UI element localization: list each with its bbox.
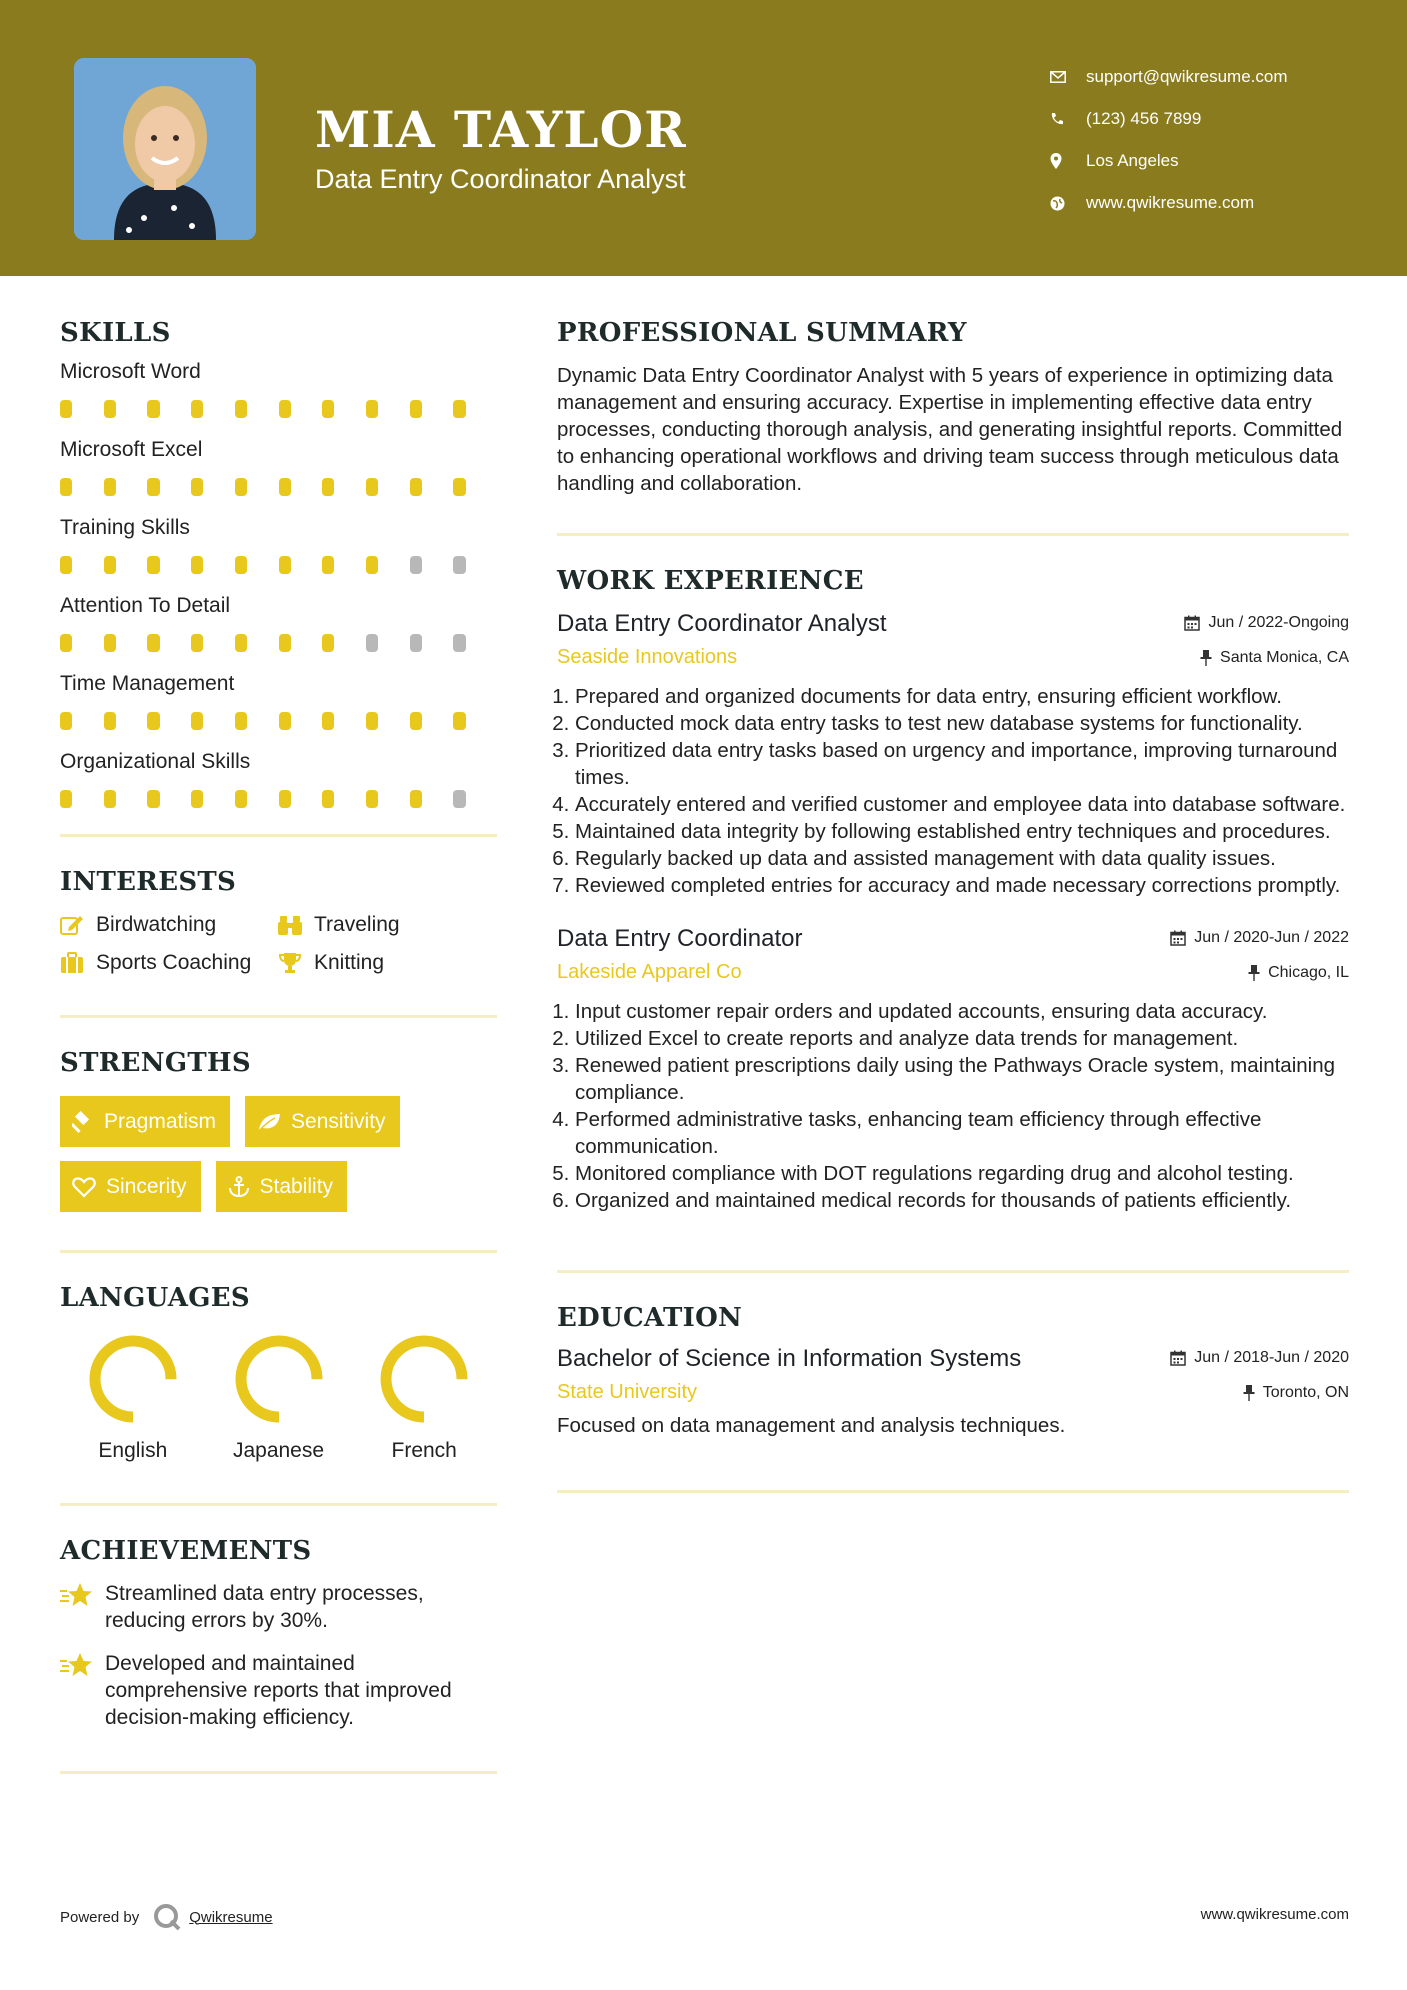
- language-label: French: [391, 1439, 457, 1462]
- interest-item: [60, 913, 278, 937]
- divider: [557, 533, 1349, 536]
- achievements-heading: ACHIEVEMENTS: [60, 1536, 312, 1566]
- skill-item: [60, 434, 497, 508]
- achievement-text: Developed and maintained comprehensive reports that improved decision-making efficiency.: [105, 1652, 452, 1729]
- contact-phone-text: (123) 456 7899: [1086, 109, 1202, 128]
- interest-label: Sports Coaching: [96, 951, 252, 974]
- heart-icon: [72, 1176, 96, 1198]
- strength-label: Stability: [259, 1174, 334, 1198]
- job-date: [1184, 614, 1349, 632]
- company-name: Lakeside Apparel Co: [557, 961, 742, 983]
- rating-dot-filled: [147, 712, 159, 730]
- interest-label: Knitting: [314, 951, 385, 974]
- skill-rating: [60, 388, 497, 430]
- contact-email-text: support@qwikresume.com: [1086, 67, 1288, 86]
- rating-dot-filled: [322, 400, 334, 418]
- left-column: [60, 318, 497, 1774]
- rating-dot-filled: [60, 790, 72, 808]
- rating-dot-filled: [410, 478, 422, 496]
- language-level-gauge: [378, 1333, 470, 1425]
- skill-item: [60, 512, 497, 586]
- pushpin-icon: [1248, 965, 1260, 981]
- contact-list: [1050, 56, 1288, 224]
- duty-item: 6. Regularly backed up data and assisted management with data quality issues.: [575, 845, 1349, 872]
- contact-phone[interactable]: [1050, 98, 1288, 140]
- summary-text: Dynamic Data Entry Coordinator Analyst with 5 years of experience in optimizing data management and ensuring accuracy. Expertise in implementing effective data entry processes, conducting thorough analysis, and generating insightful reports. Committed to enhancing operational workflows and driving team success through meticulous data handling and collaboration.: [557, 364, 1343, 495]
- skill-name: Microsoft Word: [60, 360, 201, 383]
- strength-label: Sincerity: [106, 1174, 187, 1198]
- education-location: [1243, 1384, 1349, 1402]
- rating-dot-filled: [279, 400, 291, 418]
- divider: [60, 1250, 497, 1253]
- skill-rating: [60, 544, 497, 586]
- contact-location-text: Los Angeles: [1086, 151, 1179, 170]
- rating-dot-filled: [235, 712, 247, 730]
- divider: [557, 1270, 1349, 1273]
- languages-heading: LANGUAGES: [60, 1283, 250, 1313]
- skill-item: [60, 590, 497, 664]
- rating-dot-filled: [279, 790, 291, 808]
- school-name: State University: [557, 1381, 698, 1403]
- rating-dot-filled: [191, 478, 203, 496]
- rating-dot-filled: [104, 712, 116, 730]
- right-column: [557, 318, 1349, 1493]
- calendar-icon: [1184, 615, 1200, 631]
- duty-item: 6. Organized and maintained medical records for thousands of patients efficiently.: [575, 1187, 1349, 1214]
- rating-dot-filled: [147, 556, 159, 574]
- strength-tag: [60, 1096, 230, 1147]
- rating-dot-filled: [191, 712, 203, 730]
- rating-dot-empty: [410, 556, 422, 574]
- skills-list: [60, 356, 497, 820]
- language-level-gauge: [233, 1333, 325, 1425]
- degree-title: Bachelor of Science in Information Systems: [557, 1345, 1022, 1372]
- education-location-text: Toronto, ON: [1262, 1383, 1349, 1401]
- resume-header: [0, 0, 1407, 276]
- interest-label: Traveling: [314, 913, 400, 936]
- strength-label: Pragmatism: [104, 1109, 217, 1133]
- job-date: [1170, 929, 1349, 947]
- rating-dot-filled: [279, 478, 291, 496]
- rating-dot-filled: [366, 478, 378, 496]
- powered-by-text: Powered by: [60, 1908, 140, 1926]
- rating-dot-filled: [235, 556, 247, 574]
- interest-item: [278, 913, 478, 937]
- education-heading: EDUCATION: [557, 1303, 743, 1333]
- rating-dot-filled: [191, 556, 203, 574]
- strength-tag: [245, 1096, 400, 1147]
- achievements-list: [60, 1580, 497, 1731]
- rating-dot-empty: [453, 634, 465, 652]
- rating-dot-filled: [453, 712, 465, 730]
- edit-icon: [60, 914, 96, 936]
- rating-dot-filled: [322, 790, 334, 808]
- skill-item: [60, 356, 497, 430]
- interests-list: [60, 913, 497, 975]
- star-icon: [60, 1650, 105, 1731]
- strength-label: Sensitivity: [291, 1109, 386, 1133]
- pushpin-icon: [1243, 1385, 1255, 1401]
- rating-dot-filled: [235, 478, 247, 496]
- skill-item: [60, 746, 497, 820]
- divider: [60, 834, 497, 837]
- skill-rating: [60, 466, 497, 508]
- rating-dot-filled: [453, 400, 465, 418]
- duty-item: 1. Input customer repair orders and updated accounts, ensuring data accuracy.: [575, 998, 1349, 1025]
- interests-heading: INTERESTS: [60, 867, 237, 897]
- skill-rating: [60, 778, 497, 820]
- language-level-arc: [95, 1341, 171, 1417]
- language-item: [206, 1333, 352, 1463]
- duty-item: 1. Prepared and organized documents for data entry, ensuring efficient workflow.: [575, 683, 1349, 710]
- education-date-text: Jun / 2018-Jun / 2020: [1194, 1349, 1349, 1366]
- skill-rating: [60, 700, 497, 742]
- skill-item: [60, 668, 497, 742]
- rating-dot-filled: [322, 478, 334, 496]
- rating-dot-filled: [60, 478, 72, 496]
- rating-dot-filled: [147, 400, 159, 418]
- rating-dot-filled: [410, 712, 422, 730]
- globe-icon: [1050, 196, 1086, 211]
- rating-dot-filled: [366, 400, 378, 418]
- divider: [557, 1490, 1349, 1493]
- envelope-icon: [1050, 71, 1086, 83]
- languages-list: [60, 1333, 497, 1463]
- rating-dot-filled: [322, 712, 334, 730]
- rating-dot-filled: [322, 634, 334, 652]
- summary-heading: PROFESSIONAL SUMMARY: [557, 318, 967, 348]
- divider: [60, 1503, 497, 1506]
- language-item: [351, 1333, 497, 1463]
- job-location: [1200, 649, 1349, 667]
- footer-url[interactable]: www.qwikresume.com: [1200, 1906, 1349, 1923]
- job-location-text: Santa Monica, CA: [1220, 648, 1349, 666]
- rating-dot-filled: [279, 556, 291, 574]
- contact-location: [1050, 140, 1288, 182]
- rating-dot-filled: [104, 478, 116, 496]
- language-level-arc: [241, 1341, 317, 1417]
- rating-dot-filled: [453, 478, 465, 496]
- rating-dot-filled: [235, 634, 247, 652]
- qwikresume-link[interactable]: Qwikresume: [189, 1908, 273, 1926]
- candidate-title: Data Entry Coordinator Analyst: [315, 164, 686, 194]
- job-title: Data Entry Coordinator: [557, 925, 803, 952]
- rating-dot-filled: [279, 634, 291, 652]
- achievement-item: [60, 1580, 497, 1634]
- duty-item: 4. Performed administrative tasks, enhancing team efficiency through effective communication.: [575, 1106, 1349, 1160]
- rating-dot-filled: [366, 556, 378, 574]
- job-date-text: Jun / 2022-Ongoing: [1208, 614, 1349, 631]
- map-pin-icon: [1050, 153, 1086, 169]
- language-label: English: [98, 1439, 168, 1462]
- duties-list: [557, 998, 1349, 1214]
- interest-label: Birdwatching: [96, 913, 217, 936]
- rating-dot-filled: [191, 790, 203, 808]
- rating-dot-empty: [366, 634, 378, 652]
- divider: [60, 1015, 497, 1018]
- rating-dot-filled: [104, 556, 116, 574]
- strengths-heading: STRENGTHS: [60, 1048, 251, 1078]
- duty-item: 5. Monitored compliance with DOT regulations regarding drug and alcohol testing.: [575, 1160, 1349, 1187]
- duties-list: [557, 683, 1349, 899]
- skill-name: Organizational Skills: [60, 750, 251, 773]
- duty-item: 3. Renewed patient prescriptions daily using the Pathways Oracle system, maintaining compliance.: [575, 1052, 1349, 1106]
- skill-name: Attention To Detail: [60, 594, 231, 617]
- skill-name: Training Skills: [60, 516, 190, 539]
- education-date: [1170, 1349, 1349, 1367]
- strengths-list: [60, 1096, 460, 1212]
- rating-dot-filled: [60, 556, 72, 574]
- company-name: Seaside Innovations: [557, 646, 738, 668]
- rating-dot-filled: [322, 556, 334, 574]
- contact-website-text: www.qwikresume.com: [1086, 193, 1255, 212]
- candidate-name: MIA TAYLOR: [315, 100, 687, 159]
- calendar-icon: [1170, 1350, 1186, 1366]
- skill-rating: [60, 622, 497, 664]
- language-label: Japanese: [232, 1439, 325, 1462]
- anchor-icon: [228, 1176, 250, 1198]
- language-item: [60, 1333, 206, 1463]
- duty-item: 3. Prioritized data entry tasks based on urgency and importance, improving turnaround times.: [575, 737, 1349, 791]
- rating-dot-filled: [60, 634, 72, 652]
- binoculars-icon: [278, 914, 314, 936]
- contact-email[interactable]: [1050, 56, 1288, 98]
- duty-item: 2. Utilized Excel to create reports and analyze data trends for management.: [575, 1025, 1349, 1052]
- job-entry: [557, 925, 1349, 1214]
- rating-dot-filled: [104, 400, 116, 418]
- rating-dot-filled: [410, 790, 422, 808]
- gavel-icon: [72, 1111, 94, 1133]
- strength-tag: [60, 1161, 201, 1212]
- rating-dot-filled: [279, 712, 291, 730]
- rating-dot-empty: [453, 790, 465, 808]
- rating-dot-filled: [191, 634, 203, 652]
- experience-heading: WORK EXPERIENCE: [557, 566, 864, 596]
- rating-dot-filled: [235, 790, 247, 808]
- duty-item: 2. Conducted mock data entry tasks to test new database systems for functionality.: [575, 710, 1349, 737]
- duty-item: 7. Reviewed completed entries for accuracy and made necessary corrections promptly.: [575, 872, 1349, 899]
- job-location: [1248, 964, 1349, 982]
- strength-tag: [216, 1161, 348, 1212]
- achievement-text: Streamlined data entry processes, reducing errors by 30%.: [105, 1582, 424, 1632]
- job-entry: [557, 610, 1349, 899]
- rating-dot-filled: [147, 478, 159, 496]
- skills-heading: SKILLS: [60, 318, 171, 348]
- trophy-icon: [278, 952, 314, 974]
- rating-dot-filled: [366, 790, 378, 808]
- language-level-arc: [386, 1341, 462, 1417]
- rating-dot-filled: [104, 634, 116, 652]
- briefcase-icon: [60, 952, 96, 974]
- rating-dot-filled: [147, 634, 159, 652]
- footer-powered-by: [60, 1903, 273, 1931]
- leaf-icon: [257, 1112, 281, 1132]
- rating-dot-empty: [453, 556, 465, 574]
- phone-icon: [1050, 112, 1086, 126]
- star-icon: [60, 1580, 105, 1634]
- job-location-text: Chicago, IL: [1268, 963, 1349, 981]
- rating-dot-filled: [60, 400, 72, 418]
- achievement-item: [60, 1650, 497, 1731]
- rating-dot-filled: [60, 712, 72, 730]
- skill-name: Microsoft Excel: [60, 438, 203, 461]
- profile-photo: [74, 58, 256, 240]
- pushpin-icon: [1200, 650, 1212, 666]
- rating-dot-filled: [104, 790, 116, 808]
- interest-item: [278, 951, 478, 975]
- skill-name: Time Management: [60, 672, 235, 695]
- rating-dot-empty: [410, 634, 422, 652]
- duty-item: 4. Accurately entered and verified customer and employee data into database software.: [575, 791, 1349, 818]
- qwikresume-logo-icon: [153, 1903, 181, 1931]
- interest-item: [60, 951, 278, 975]
- rating-dot-filled: [366, 712, 378, 730]
- duty-item: 5. Maintained data integrity by following established entry techniques and procedures.: [575, 818, 1349, 845]
- contact-website[interactable]: [1050, 182, 1288, 224]
- education-description: Focused on data management and analysis techniques.: [557, 1414, 1066, 1437]
- rating-dot-filled: [410, 400, 422, 418]
- divider: [60, 1771, 497, 1774]
- rating-dot-filled: [191, 400, 203, 418]
- job-date-text: Jun / 2020-Jun / 2022: [1194, 929, 1349, 946]
- calendar-icon: [1170, 930, 1186, 946]
- rating-dot-filled: [147, 790, 159, 808]
- education-entry: [557, 1345, 1349, 1438]
- language-level-gauge: [87, 1333, 179, 1425]
- rating-dot-filled: [235, 400, 247, 418]
- job-title: Data Entry Coordinator Analyst: [557, 610, 887, 637]
